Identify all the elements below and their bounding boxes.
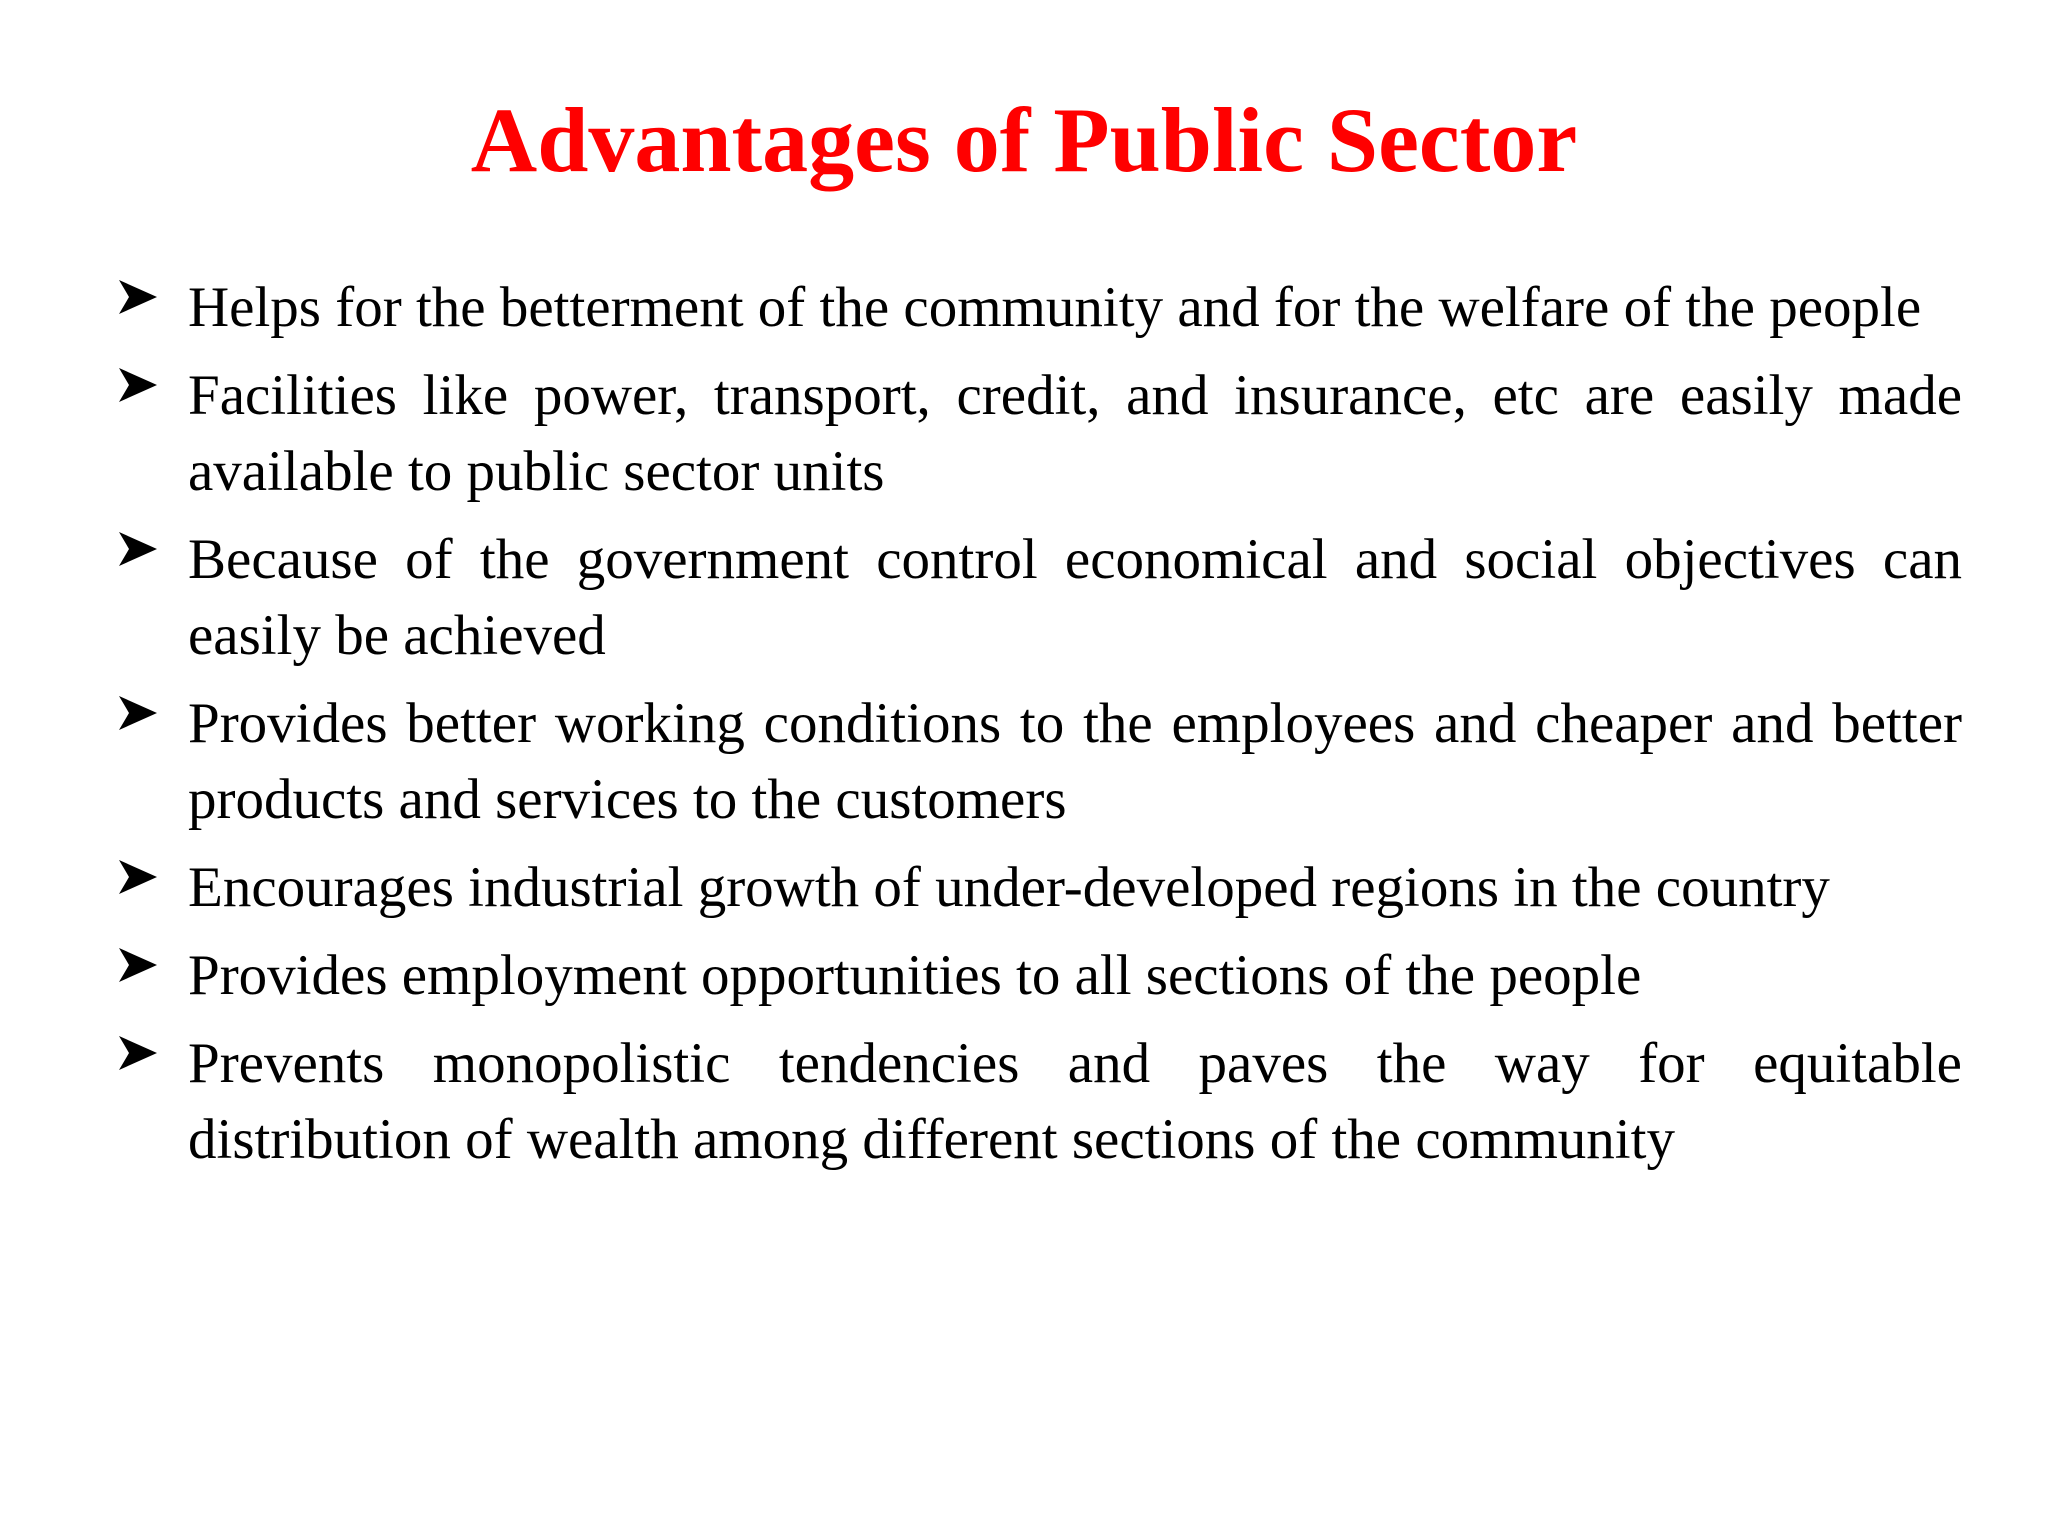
arrowhead-bullet-icon <box>116 691 160 735</box>
bullet-text: Provides employment opportunities to all sections of the people <box>188 944 1642 1007</box>
bullet-item <box>112 1026 1962 1178</box>
bullet-text: Encourages industrial growth of under-developed regions in the country <box>188 856 1830 919</box>
bullet-text: Because of the government control economical and social objectives can easily be achieved <box>188 528 1962 667</box>
bullet-item <box>112 522 1962 674</box>
arrowhead-bullet-icon <box>116 527 160 571</box>
bullet-list <box>112 270 1962 1190</box>
bullet-item <box>112 938 1962 1014</box>
arrowhead-bullet-icon <box>116 943 160 987</box>
bullet-text: Facilities like power, transport, credit, and insurance, etc are easily made available to public sector units <box>188 364 1962 503</box>
bullet-item <box>112 850 1962 926</box>
arrowhead-bullet-icon <box>116 363 160 407</box>
bullet-item <box>112 270 1962 346</box>
arrowhead-bullet-icon <box>116 855 160 899</box>
bullet-text: Provides better working conditions to the employees and cheaper and better products and services to the customers <box>188 692 1962 831</box>
arrowhead-bullet-icon <box>116 275 160 319</box>
bullet-item <box>112 686 1962 838</box>
arrowhead-bullet-icon <box>116 1031 160 1075</box>
slide-title: Advantages of Public Sector <box>470 89 1578 191</box>
bullet-text: Prevents monopolistic tendencies and paves the way for equitable distribution of wealth among different sections of the community <box>188 1032 1962 1171</box>
bullet-item <box>112 358 1962 510</box>
bullet-text: Helps for the betterment of the community and for the welfare of the people <box>188 276 1922 339</box>
